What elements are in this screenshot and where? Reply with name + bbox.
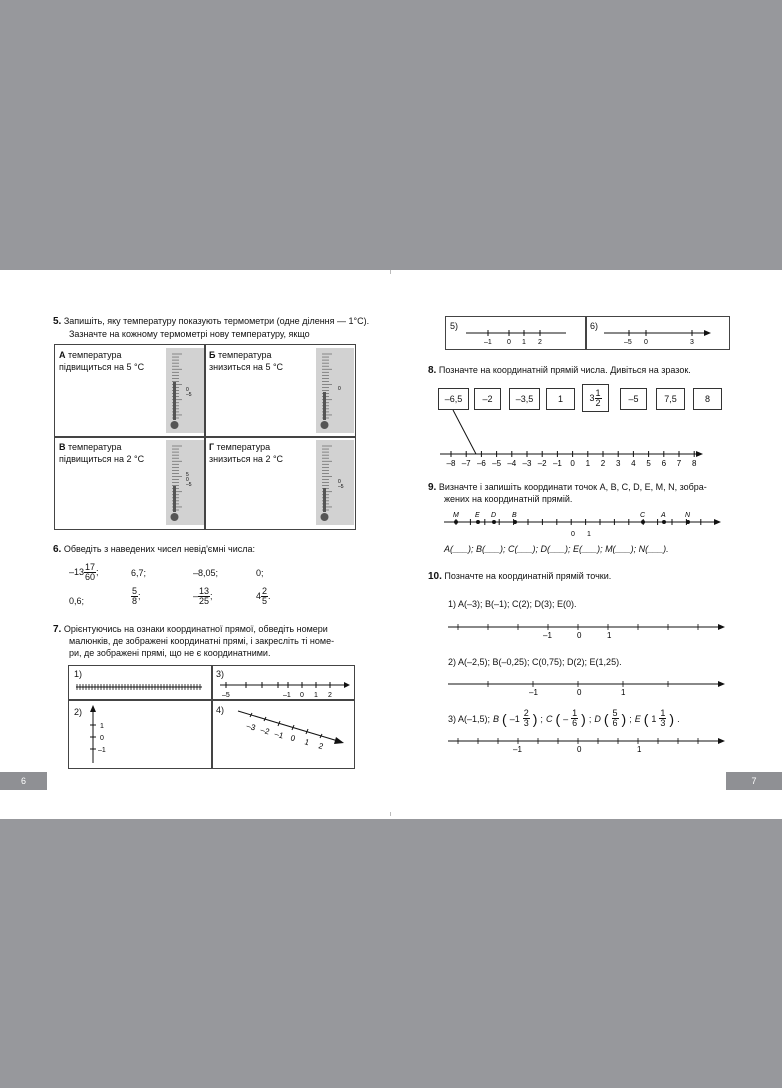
thermometer-a xyxy=(166,348,204,433)
s3-b-whole: –1 xyxy=(509,713,520,724)
task6-number: 6. xyxy=(53,544,62,555)
panel-6-label: 6) xyxy=(590,321,599,331)
s3-c-letter: C xyxy=(545,713,553,724)
p3-label-m5: –5 xyxy=(222,692,230,699)
task7-text-2: малюнків, де зображені координатні прямі, і закресліть ті номе- xyxy=(69,636,335,646)
p4-label-m3: –3 xyxy=(245,721,257,733)
s3-e-den: 3 xyxy=(660,718,666,728)
value-box-1: –6,5 xyxy=(438,388,469,410)
task8-axis-label: 7 xyxy=(676,459,682,468)
panel-4-label: 4) xyxy=(216,705,225,715)
task8-axis-label: –3 xyxy=(522,459,532,468)
s3-b-fraction xyxy=(523,709,530,728)
cell-a-letter: А xyxy=(59,350,66,360)
task10-header xyxy=(428,570,611,583)
s3-c-sign: – xyxy=(563,713,569,724)
task8-number-line xyxy=(430,408,710,470)
point-c-marker xyxy=(641,520,645,524)
thermometer-b-graphic xyxy=(316,348,354,433)
task5-text-2: Зазначте на кожному термометрі нову температуру, якщо xyxy=(69,329,310,339)
task9-text-1: Визначте і запишіть координати точок A, B, C, D, E, M, N, зобра- xyxy=(438,482,707,492)
task6-number-1 xyxy=(69,563,99,582)
task8-axis-label: 6 xyxy=(661,459,667,468)
n7-tail: ; xyxy=(210,590,213,601)
cell-v-letter: В xyxy=(59,442,66,452)
cell-a-text xyxy=(59,349,144,373)
s3-b-den: 3 xyxy=(523,718,529,728)
thermo-v-label-m5: –5 xyxy=(186,482,192,488)
point-a-label: A xyxy=(661,512,666,519)
task10-sub2: 2) A(–2,5); B(–0,25); C(0,75); D(2); E(1,25). xyxy=(448,657,622,667)
panel-5-label: 5) xyxy=(450,321,459,331)
point-b-marker xyxy=(513,520,517,524)
task8-axis-label: –1 xyxy=(552,459,562,468)
task8-axis-label: 0 xyxy=(570,459,575,468)
task6-number-3: –8,05; xyxy=(193,568,219,578)
panel-1-label: 1) xyxy=(74,669,83,679)
p6-label-3: 3 xyxy=(690,339,694,346)
n6-den: 8 xyxy=(132,596,138,606)
task10-number: 10. xyxy=(428,571,442,582)
thermo-b-label-0: 0 xyxy=(338,386,341,392)
value-box-4: 1 xyxy=(546,388,575,410)
point-n-label: N xyxy=(685,512,691,519)
s3-e-whole: 1 xyxy=(651,713,657,724)
task6-number-6 xyxy=(131,587,141,606)
p4-label-2: 2 xyxy=(317,741,325,752)
task8-number: 8. xyxy=(428,365,437,376)
cell-a-line1: температура xyxy=(68,350,122,360)
p5-label-1: 1 xyxy=(522,339,526,346)
point-b-label: B xyxy=(512,512,517,519)
panel-4-line xyxy=(232,705,350,765)
task9-answer-line: A(___); B(___); C(___); D(___); E(___); M(___); N(___). xyxy=(444,544,669,554)
task6-text: Обведіть з наведених чисел невід'ємні числа: xyxy=(63,544,256,554)
task8-axis-label: 2 xyxy=(600,459,606,468)
p2-label-0: 0 xyxy=(100,735,104,742)
value-box-8: 8 xyxy=(693,388,722,410)
t9-axis-1: 1 xyxy=(587,531,591,538)
point-e-label: E xyxy=(475,512,480,519)
mixed-whole: 3 xyxy=(589,393,595,403)
value-box-6: –5 xyxy=(620,388,647,410)
n6-tail: ; xyxy=(138,590,141,601)
panel-3-label: 3) xyxy=(216,669,225,679)
l3-label-m1: –1 xyxy=(513,745,522,754)
panel-1-line xyxy=(74,680,206,694)
n8-whole: 4 xyxy=(256,590,262,601)
task6-number-2: 6,7; xyxy=(131,568,147,578)
task9-text-2: жених на координатній прямій. xyxy=(444,494,573,504)
point-m-label: M xyxy=(453,512,459,519)
l1-label-1: 1 xyxy=(607,631,612,640)
task9-number: 9. xyxy=(428,482,437,493)
p4-label-m1: –1 xyxy=(273,729,285,741)
panel-5-line xyxy=(462,326,580,346)
s3-a: 3) A(–1,5); xyxy=(448,713,491,724)
n7-fraction xyxy=(198,587,210,606)
task8-header xyxy=(428,364,691,377)
p3-label-m1: –1 xyxy=(283,692,291,699)
value-box-2: –2 xyxy=(474,388,501,410)
task5-number: 5. xyxy=(53,316,62,327)
task8-axis-label: –4 xyxy=(507,459,517,468)
task8-axis-label: 1 xyxy=(585,459,591,468)
p3-label-0: 0 xyxy=(300,692,304,699)
l2-label-0: 0 xyxy=(577,688,582,697)
cell-v-text xyxy=(59,441,144,465)
cell-g-line2: знизиться на 2 °С xyxy=(209,454,284,464)
page-number-right: 7 xyxy=(726,772,782,790)
thermometer-b xyxy=(316,348,354,433)
n8-den: 5 xyxy=(262,596,268,606)
cell-b-line1: температура xyxy=(217,350,272,360)
n8-fraction xyxy=(261,587,268,606)
mixed-num: 1 xyxy=(595,387,601,398)
task10-text: Позначте на координатній прямій точки. xyxy=(444,571,612,581)
task6-number-8 xyxy=(256,587,271,606)
task5-text-1: Запишіть, яку температуру показують термометри (одне ділення — 1°С). xyxy=(63,316,370,326)
p5-label-2: 2 xyxy=(538,339,542,346)
task10-line-3 xyxy=(446,734,728,756)
sample-pointer xyxy=(453,410,476,454)
n8-num: 2 xyxy=(262,586,268,596)
point-a-marker xyxy=(662,520,666,524)
task6-number-5: 0,6; xyxy=(69,596,85,606)
task6-number-4: 0; xyxy=(256,568,264,578)
panel-3-line xyxy=(216,678,351,700)
p6-label-0: 0 xyxy=(644,339,648,346)
panel-2-line xyxy=(88,703,118,765)
s3-e-fraction xyxy=(659,709,666,728)
task8-axis-label: 3 xyxy=(615,459,621,468)
n6-num: 5 xyxy=(132,586,138,596)
p4-label-m2: –2 xyxy=(259,725,271,737)
thermo-g-label-0: 0 xyxy=(338,479,341,485)
spine-mark-top xyxy=(390,270,391,274)
s3-d-letter: D xyxy=(594,713,601,724)
l3-label-1: 1 xyxy=(637,745,642,754)
thermo-a-label-0: 0 xyxy=(186,387,189,393)
task7-number: 7. xyxy=(53,624,62,635)
mixed-den: 2 xyxy=(595,397,601,408)
page-number-left: 6 xyxy=(0,772,47,790)
cell-g-line1: температура xyxy=(216,442,271,452)
p4-label-0: 0 xyxy=(289,733,297,744)
n1-den: 60 xyxy=(85,572,96,582)
n7-num: 13 xyxy=(199,586,210,596)
l1-label-0: 0 xyxy=(577,631,582,640)
point-d-label: D xyxy=(491,512,497,519)
task8-axis-label: 8 xyxy=(691,459,697,468)
task8-axis-label: 4 xyxy=(631,459,636,468)
p3-label-1: 1 xyxy=(314,692,318,699)
n7-sign: – xyxy=(193,590,199,601)
point-d-marker xyxy=(492,520,496,524)
mixed-fraction xyxy=(595,389,602,408)
spine-mark-bottom xyxy=(390,812,391,816)
s3-b-letter: B xyxy=(493,713,500,724)
task8-text: Позначте на координатній прямій числа. Дивіться на зразок. xyxy=(438,365,691,375)
p2-label-m1: –1 xyxy=(98,747,106,754)
n7-den: 25 xyxy=(199,596,210,606)
task8-axis-label: 5 xyxy=(646,459,651,468)
task7-text-1: Орієнтуючись на ознаки координатної прямої, обведіть номери xyxy=(63,624,328,634)
panel-2-label: 2) xyxy=(74,707,83,717)
point-c-label: C xyxy=(640,512,646,519)
l1-label-m1: –1 xyxy=(543,631,552,640)
task5-header xyxy=(53,315,373,328)
p2-label-1: 1 xyxy=(100,723,104,730)
task10-line-1 xyxy=(446,620,728,642)
task6-number-7 xyxy=(193,587,213,606)
task8-axis-label: –7 xyxy=(461,459,471,468)
s3-e-num: 1 xyxy=(660,708,666,718)
point-e-marker xyxy=(476,520,480,524)
task10-line-2 xyxy=(446,677,728,699)
n1-num: 17 xyxy=(85,562,96,572)
value-box-3: –3,5 xyxy=(509,388,540,410)
n1-fraction xyxy=(84,563,96,582)
l2-label-m1: –1 xyxy=(529,688,538,697)
thermometer-g xyxy=(316,440,354,525)
point-m-marker xyxy=(454,520,458,524)
p6-label-m5: –5 xyxy=(624,339,632,346)
cell-a-line2: підвищиться на 5 °С xyxy=(59,362,145,372)
t9-axis-0: 0 xyxy=(571,531,575,538)
cell-g-letter: Г xyxy=(209,442,215,452)
l3-label-0: 0 xyxy=(577,745,582,754)
thermo-a-label-m5: –5 xyxy=(186,392,192,398)
panel-6-line xyxy=(600,326,720,346)
cell-b-letter: Б xyxy=(209,350,216,360)
thermo-v-label-5: 5 xyxy=(186,472,189,478)
thermometer-v-graphic xyxy=(166,440,204,525)
p5-label-0: 0 xyxy=(507,339,511,346)
cell-g-text xyxy=(209,441,283,465)
p4-label-1: 1 xyxy=(303,737,311,748)
p3-label-2: 2 xyxy=(328,692,332,699)
s3-d-den: 6 xyxy=(612,718,618,728)
s3-c-num: 1 xyxy=(572,708,578,718)
task8-axis-label: –8 xyxy=(446,459,456,468)
s3-e-letter: E xyxy=(634,713,641,724)
n6-fraction xyxy=(131,587,138,606)
task6-header xyxy=(53,543,255,556)
p5-label-m1: –1 xyxy=(484,339,492,346)
task8-axis-label: –5 xyxy=(492,459,502,468)
cell-v-line1: температура xyxy=(68,442,122,452)
cell-v-line2: підвищиться на 2 °С xyxy=(59,454,145,464)
value-box-7: 7,5 xyxy=(656,388,685,410)
task8-axis-label: –2 xyxy=(537,459,547,468)
task7-text-3: ри, де зображені прямі, що не є координатними. xyxy=(69,648,271,658)
task10-sub1: 1) A(–3); B(–1); C(2); D(3); E(0). xyxy=(448,599,577,609)
thermometer-v xyxy=(166,440,204,525)
thermo-v-label-0: 0 xyxy=(186,477,189,483)
cell-b-line2: знизиться на 5 °С xyxy=(209,362,284,372)
point-n-marker xyxy=(686,520,690,524)
s3-c-fraction xyxy=(571,709,578,728)
task8-axis-label: –6 xyxy=(476,459,486,468)
task10-sub3: 3) A(–1,5); B ( –1 $\frac{2}{3}$ ) ; C ( – $\frac{1}{6}$ ) ; D ( $\frac{5}{6}$ ) ; E ( 1 $\frac{1}{3}$ ) . xyxy=(448,708,680,728)
thermometer-a-graphic xyxy=(166,348,204,433)
task9-number-line xyxy=(440,508,725,542)
cell-b-text xyxy=(209,349,283,373)
s3-c-den: 6 xyxy=(572,718,578,728)
n8-tail: . xyxy=(268,590,271,601)
thermometer-g-graphic xyxy=(316,440,354,525)
l2-label-1: 1 xyxy=(621,688,626,697)
s3-b-num: 2 xyxy=(523,708,529,718)
thermo-g-label-m5: –5 xyxy=(338,484,344,490)
s3-d-num: 5 xyxy=(612,708,618,718)
n1-whole: –13 xyxy=(69,566,85,577)
s3-d-fraction xyxy=(612,709,619,728)
n1-tail: ; xyxy=(96,566,99,577)
